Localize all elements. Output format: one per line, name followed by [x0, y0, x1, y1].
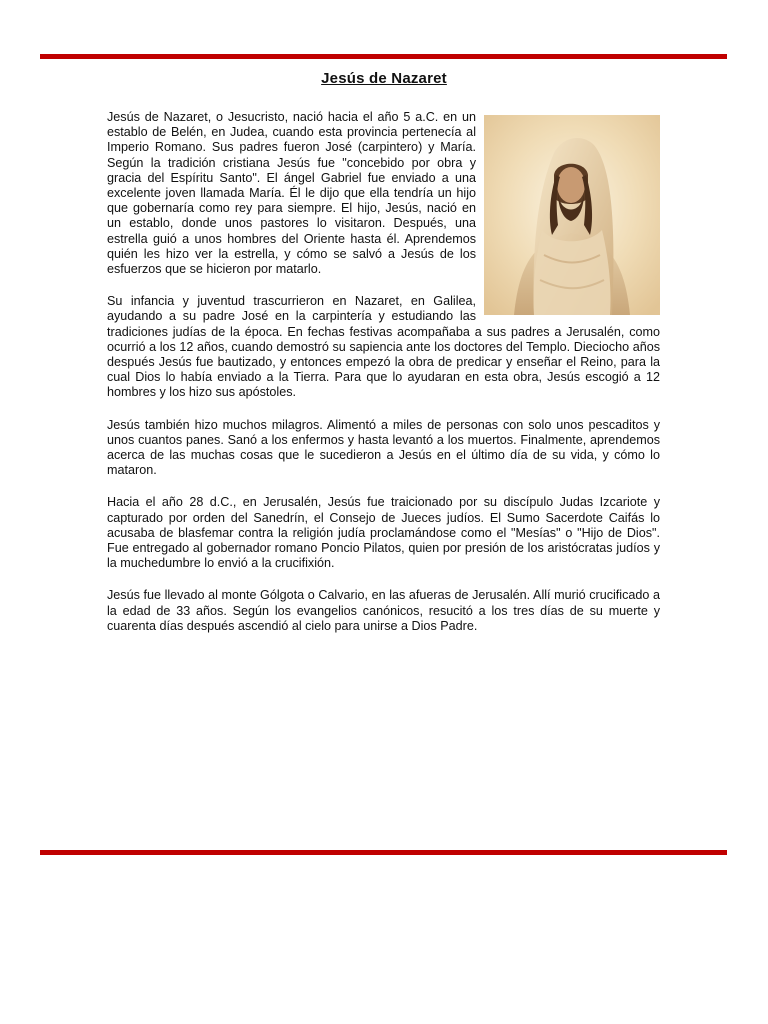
- paragraph-crucifixion: Jesús fue llevado al monte Gólgota o Calvario, en las afueras de Jerusalén. Allí murió crucificado a la edad de 33 años. Según los evangelios canónicos, resucitó a los tres días de su muerte y cuarenta días después ascendió al cielo para unirse a Dios Padre.: [107, 588, 660, 633]
- paragraph-miracles: Jesús también hizo muchos milagros. Alimentó a miles de personas con solo unos pescaditos y unos cuantos panes. Sanó a los enfermos y hasta levantó a los muertos. Finalmente, aprendemos acerca de las muchas cosas que le sucedieron a Jesús en el último día de su vida, y cómo lo mataron.: [107, 417, 660, 478]
- paragraph-betrayal: Hacia el año 28 d.C., en Jerusalén, Jesús fue traicionado por su discípulo Judas Izcariote y capturado por orden del Sanedrín, el Consejo de Jueces judíos. El Sumo Sacerdote Caifás lo acusaba de blasfemar contra la religión judía proclamándose como el "Mesías" o "Hijo de Dios". Fue entregado al gobernador romano Poncio Pilatos, quien por presión de los aristócratas judíos y la muchedumbre lo envió a la crucifixión.: [107, 495, 660, 571]
- paragraph-youth: Su infancia y juventud trascurrieron en Nazaret, en Galilea, ayudando a su padre José en la carpintería y estudiando las tradiciones judías de la época. En fechas festivas acompañaba a sus padres a Jerusalén, como ocurrió a los 12 años, cuando demostró su sapiencia ante los doctores del Templo. Dieciocho años después Jesús fue bautizado, y entonces empezó la obra de predicar y enseñar el Reino, para la cual Dios lo había enviado a la Tierra. Para que lo ayudaran en esta obra, Jesús escogió a 12 hombres y los hizo sus apóstoles.: [107, 294, 660, 400]
- bottom-divider: [40, 850, 727, 855]
- page-title: Jesús de Nazaret: [321, 70, 447, 87]
- top-divider: [40, 54, 727, 59]
- jesus-portrait-image: [484, 115, 660, 315]
- paragraph-birth: Jesús de Nazaret, o Jesucristo, nació hacia el año 5 a.C. en un establo de Belén, en Judea, cuando esta provincia pertenecía al Imperio Romano. Sus padres fueron José (carpintero) y María. Según la tradición cristiana Jesús fue "concebido por obra y gracia del Espíritu Santo". El ángel Gabriel fue enviado a una excelente joven llamada María. Él le dijo que ella tendría un hijo que gobernaría como rey para siempre. El hijo, Jesús, nació en un establo, donde unos pastores lo visitaron. Después, una estrella guió a unos hombres del Oriente hasta él. Aprendemos quién les hizo ver la estrella, y cómo se salvó a Jesús de los esfuerzos que se hicieron por matarlo.: [107, 110, 476, 277]
- document-body: [107, 110, 660, 651]
